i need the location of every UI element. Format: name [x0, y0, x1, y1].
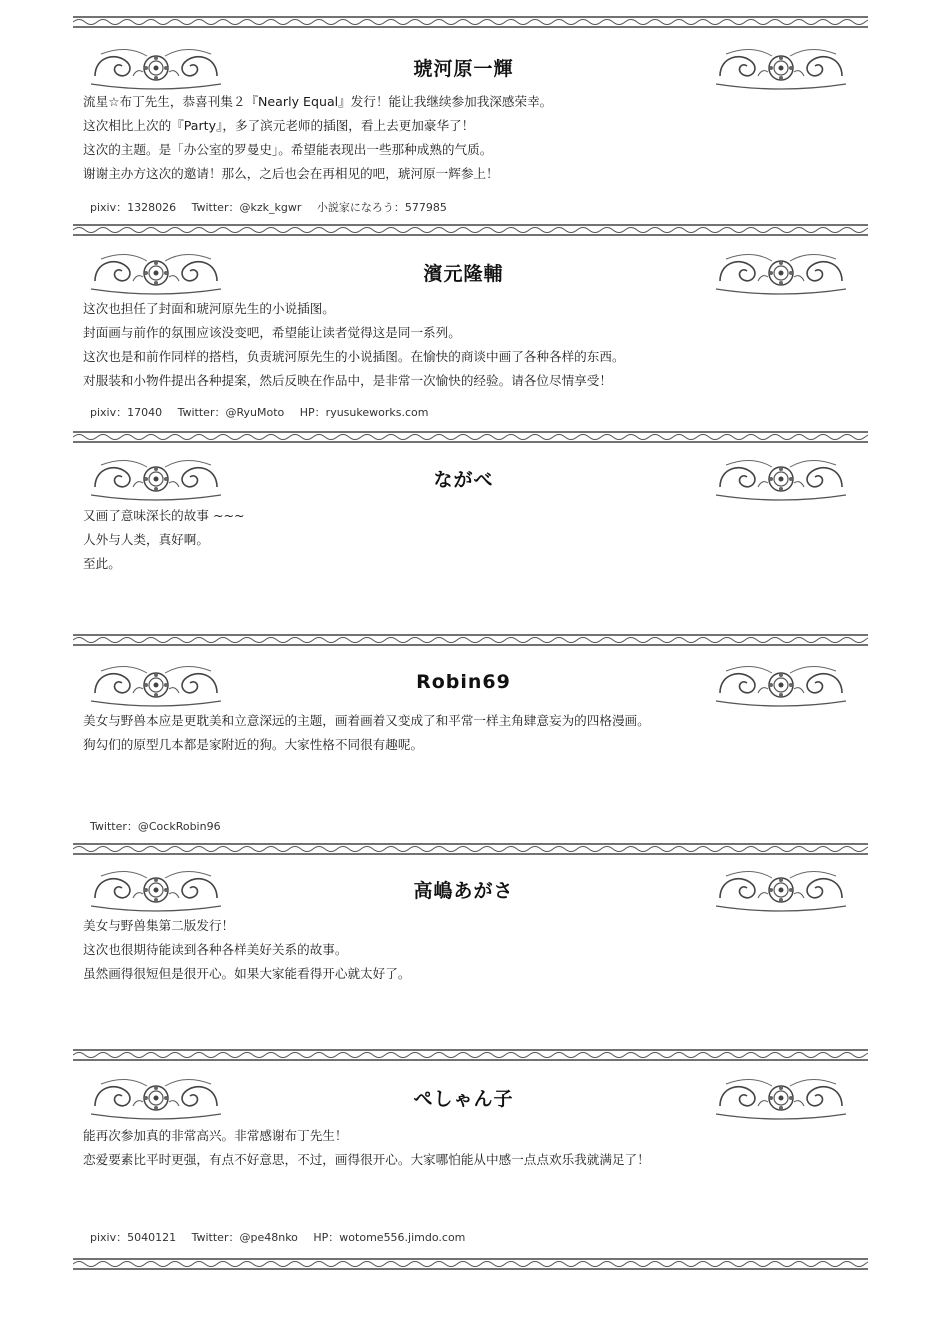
entry-footer [90, 818, 233, 834]
scroll-ornament-icon [87, 663, 225, 709]
scroll-ornament-icon [712, 251, 850, 297]
entry-footer [90, 1229, 477, 1245]
vine-divider-icon [73, 1048, 868, 1062]
body-line: 又画了意味深长的故事 ~~~ [83, 508, 245, 523]
entry-header [0, 251, 927, 297]
body-line: 恋爱要素比平时更强，有点不好意思，不过，画得很开心。大家哪怕能从中感一点点欢乐我就满足了！ [83, 1152, 650, 1167]
scroll-ornament-icon [87, 457, 225, 503]
body-line: 流星☆布丁先生，恭喜刊集２『Nearly Equal』发行！能让我继续参加我深感荣幸。 [83, 94, 553, 109]
vine-divider-icon [73, 15, 868, 29]
entry-section [0, 46, 927, 214]
body-line: 美女与野兽集第二版发行！ [83, 918, 235, 933]
body-line: 封面画与前作的氛围应该没变吧，希望能让读者觉得这是同一系列。 [83, 325, 461, 340]
vine-divider-icon [73, 633, 868, 647]
body-line: 这次也是和前作同样的搭档，负责琥河原先生的小说插图。在愉快的商谈中画了各种各样的东西。 [83, 349, 625, 364]
footer-item: Twitter：@CockRobin96 [90, 820, 221, 833]
body-line: 能再次参加真的非常高兴。非常感谢布丁先生！ [83, 1128, 348, 1143]
footer-item: pixiv：1328026 [90, 201, 177, 214]
scroll-ornament-icon [87, 46, 225, 92]
footer-item: HP：ryusukeworks.com [299, 406, 429, 419]
entry-body [83, 914, 873, 986]
footer-item: pixiv：17040 [90, 406, 163, 419]
entry-body [83, 90, 873, 186]
vine-divider-icon [73, 223, 868, 237]
entry-section [0, 868, 927, 981]
scroll-ornament-icon [712, 663, 850, 709]
footer-item: HP：wotome556.jimdo.com [313, 1231, 466, 1244]
entry-section [0, 251, 927, 419]
entry-body [83, 297, 873, 393]
vine-divider-icon [73, 842, 868, 856]
body-line: 虽然画得很短但是很开心。如果大家能看得开心就太好了。 [83, 966, 411, 981]
entry-section [0, 457, 927, 571]
footer-item: 小説家になろう：577985 [316, 201, 447, 214]
body-line: 对服装和小物件提出各种提案，然后反映在作品中，是非常一次愉快的经验。请各位尽情享受！ [83, 373, 612, 388]
body-line: 这次也担任了封面和琥河原先生的小说插图。 [83, 301, 335, 316]
scroll-ornament-icon [87, 868, 225, 914]
body-line: 人外与人类，真好啊。 [83, 532, 209, 547]
entry-header [0, 663, 927, 709]
body-line: 至此。 [83, 556, 121, 571]
footer-item: pixiv：5040121 [90, 1231, 177, 1244]
body-line: 这次也很期待能读到各种各样美好关系的故事。 [83, 942, 348, 957]
entry-footer [90, 199, 459, 215]
author-name: 高嶋あがさ [413, 880, 514, 902]
body-line: 这次相比上次的『Party』，多了滨元老师的插图，看上去更加豪华了！ [83, 118, 475, 133]
entry-section [0, 1076, 927, 1244]
scroll-ornament-icon [87, 1076, 225, 1122]
scroll-ornament-icon [712, 457, 850, 503]
scroll-ornament-icon [712, 1076, 850, 1122]
author-name: ながべ [433, 469, 494, 491]
body-line: 美女与野兽本应是更耽美和立意深远的主题，画着画着又变成了和平常一样主角肆意妄为的四格漫画。 [83, 713, 650, 728]
entry-section [0, 663, 927, 833]
scroll-ornament-icon [87, 251, 225, 297]
author-name: Robin69 [416, 671, 511, 693]
footer-item: Twitter：@RyuMoto [177, 406, 285, 419]
entry-header [0, 868, 927, 914]
author-name: 琥河原一輝 [413, 58, 514, 80]
vine-divider-icon [73, 1257, 868, 1271]
entry-body [83, 709, 873, 757]
scroll-ornament-icon [712, 46, 850, 92]
entry-header [0, 1076, 927, 1122]
entry-footer [90, 404, 440, 420]
footer-item: Twitter：@pe48nko [191, 1231, 298, 1244]
body-line: 谢谢主办方这次的邀请！那么，之后也会在再相见的吧，琥河原一辉参上！ [83, 166, 499, 181]
vine-divider-icon [73, 430, 868, 444]
entry-body [83, 504, 873, 576]
body-line: 狗勾们的原型几本都是家附近的狗。大家性格不同很有趣呢。 [83, 737, 424, 752]
body-line: 这次的主题。是「办公室的罗曼史」。希望能表现出一些那种成熟的气质。 [83, 142, 493, 157]
scroll-ornament-icon [712, 868, 850, 914]
author-name: ぺしゃん子 [413, 1088, 514, 1110]
footer-item: Twitter：@kzk_kgwr [191, 201, 302, 214]
entry-body [83, 1124, 873, 1172]
author-name: 濱元隆輔 [423, 263, 504, 285]
entry-header [0, 457, 927, 503]
entry-header [0, 46, 927, 92]
